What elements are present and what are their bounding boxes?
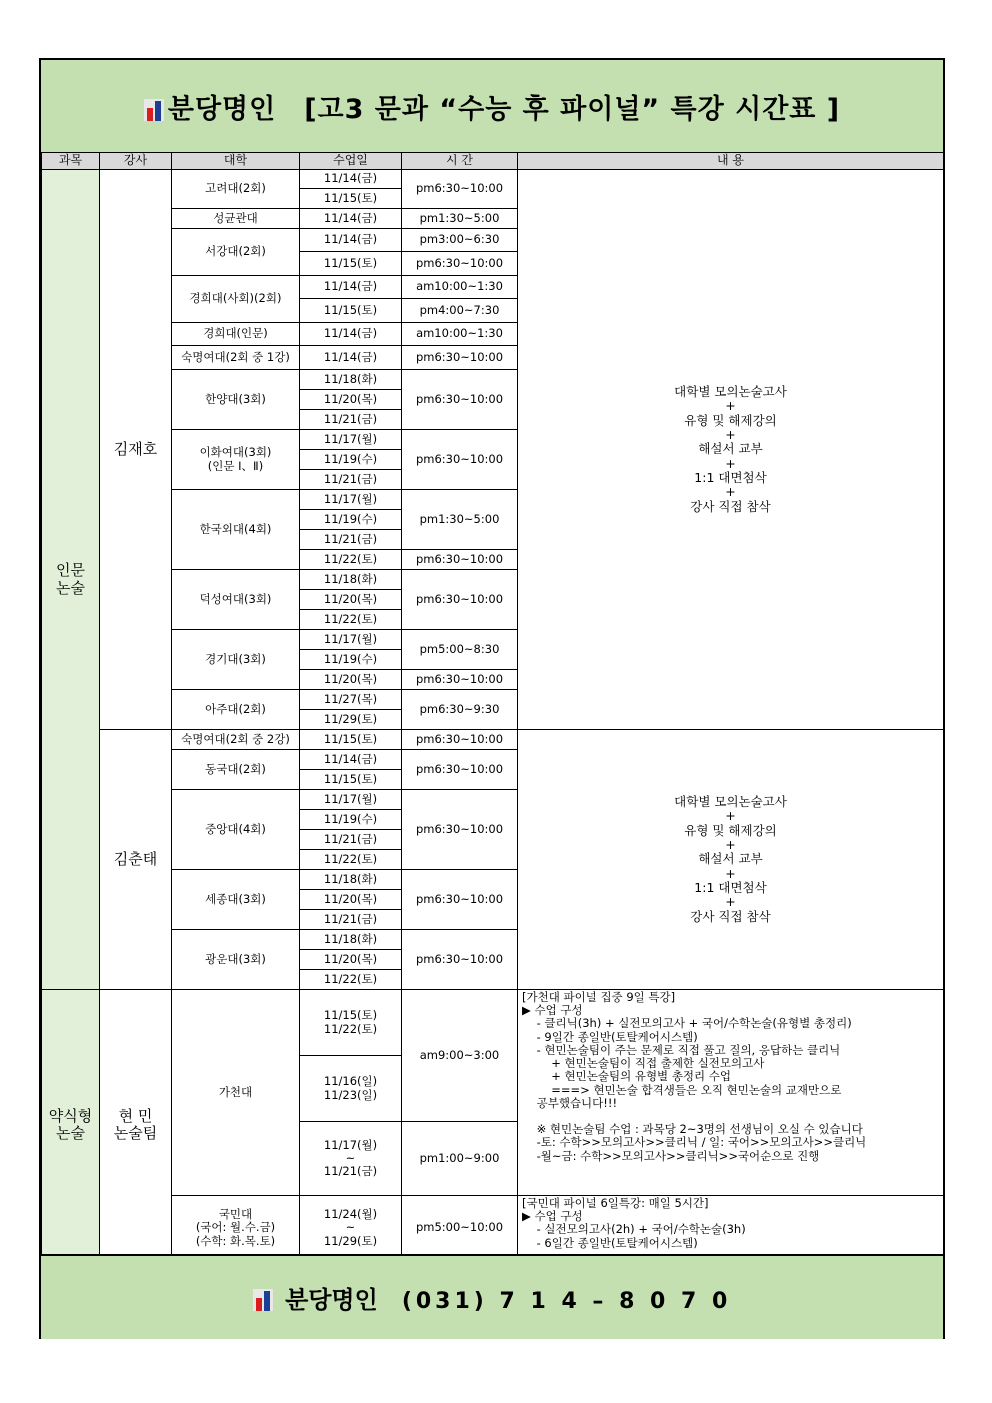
date-cell-text: 11/21(금) bbox=[323, 831, 378, 846]
date-cell-text: 11/20(목) bbox=[323, 891, 378, 906]
date-cell-text: 11/17(월) bbox=[323, 431, 378, 446]
date-cell-text: 11/14(금) bbox=[323, 326, 378, 341]
university-cell bbox=[172, 370, 300, 430]
university-cell bbox=[172, 930, 300, 990]
date-cell-text: 11/14(금) bbox=[323, 210, 378, 225]
time-cell-text: pm1:00~9:00 bbox=[419, 1150, 500, 1165]
column-header-date-text: 수업일 bbox=[333, 153, 368, 168]
university-cell-text: 경희대(인문) bbox=[203, 326, 268, 341]
date-cell-text: 11/21(금) bbox=[323, 911, 378, 926]
date-cell bbox=[300, 209, 402, 229]
time-cell bbox=[402, 323, 518, 346]
university-cell bbox=[172, 170, 300, 209]
university-cell bbox=[172, 229, 300, 276]
date-cell bbox=[300, 1196, 402, 1261]
date-cell bbox=[300, 590, 402, 610]
date-cell-text: 11/15(토) bbox=[323, 771, 378, 786]
content-cell bbox=[518, 1196, 944, 1261]
date-cell-text: 11/15(토) 11/22(토) bbox=[323, 1008, 378, 1036]
university-cell-text: 이화여대(3회) (인문 Ⅰ、Ⅱ) bbox=[199, 445, 272, 473]
university-cell bbox=[172, 430, 300, 490]
date-cell-text: 11/18(화) bbox=[323, 571, 378, 586]
date-cell bbox=[300, 670, 402, 690]
time-cell-text: pm6:30~10:00 bbox=[415, 451, 504, 466]
time-cell bbox=[402, 670, 518, 690]
date-cell-text: 11/14(금) bbox=[323, 232, 378, 247]
time-cell-text: pm6:30~10:00 bbox=[415, 731, 504, 746]
date-cell bbox=[300, 390, 402, 410]
time-cell bbox=[402, 276, 518, 299]
column-header-university-text: 대학 bbox=[223, 153, 248, 168]
university-cell-text: 성균관대 bbox=[213, 210, 258, 225]
university-cell-text: 광운대(3회) bbox=[205, 951, 266, 966]
content-cell bbox=[518, 170, 944, 730]
time-cell-text: pm1:30~5:00 bbox=[419, 511, 500, 526]
teacher-cell-text: 현 민 논술팀 bbox=[113, 1106, 158, 1142]
date-cell bbox=[300, 170, 402, 189]
date-cell bbox=[300, 570, 402, 590]
time-cell-text: pm1:30~5:00 bbox=[419, 210, 500, 225]
time-cell bbox=[402, 930, 518, 990]
time-cell-text: pm6:30~9:30 bbox=[419, 701, 500, 716]
footer-contact bbox=[253, 1280, 732, 1315]
university-cell bbox=[172, 570, 300, 630]
table-row bbox=[42, 1196, 944, 1261]
time-cell bbox=[402, 790, 518, 870]
date-cell bbox=[300, 370, 402, 390]
date-cell bbox=[300, 410, 402, 430]
content-cell bbox=[518, 990, 944, 1196]
date-cell-text: 11/14(금) bbox=[323, 349, 378, 364]
content-cell-text: 대학별 모의논술고사 + 유형 및 해제강의 + 해설서 교부 + 1:1 대면첨삭 + 강사 직접 참삭 bbox=[674, 383, 787, 514]
university-cell bbox=[172, 630, 300, 690]
teacher-cell-text: 김춘태 bbox=[113, 849, 158, 868]
title-text: [고3 문과 “수능 후 파이널” 특강 시간표 ] bbox=[304, 93, 841, 125]
teacher-cell-text: 김재호 bbox=[113, 439, 158, 458]
subject-cell bbox=[42, 990, 100, 1261]
university-cell-text: 한국외대(4회) bbox=[199, 521, 272, 536]
date-cell-text: 11/22(토) bbox=[323, 551, 378, 566]
date-cell-text: 11/24(월) ~ 11/29(토) bbox=[323, 1207, 378, 1248]
date-cell-text: 11/21(금) bbox=[323, 411, 378, 426]
time-cell-text: pm6:30~10:00 bbox=[415, 821, 504, 836]
time-cell bbox=[402, 229, 518, 252]
time-cell-text: am10:00~1:30 bbox=[416, 326, 503, 341]
page-title bbox=[144, 87, 840, 126]
column-header-time bbox=[402, 153, 518, 170]
date-cell bbox=[300, 970, 402, 990]
university-cell bbox=[172, 690, 300, 730]
university-cell-text: 경희대(사회)(2회) bbox=[189, 291, 282, 306]
date-cell-text: 11/20(목) bbox=[323, 391, 378, 406]
date-cell-text: 11/20(목) bbox=[323, 591, 378, 606]
university-cell-text: 국민대 (국어: 월.수.금) (수학: 화.목.토) bbox=[195, 1207, 276, 1248]
subject-cell-text: 인문 논술 bbox=[56, 561, 85, 597]
column-header-time-text: 시 간 bbox=[446, 153, 473, 168]
date-cell-text: 11/20(목) bbox=[323, 671, 378, 686]
academy-logo-icon bbox=[144, 99, 164, 121]
date-cell-text: 11/17(월) ~ 11/21(금) bbox=[323, 1137, 378, 1179]
time-cell bbox=[402, 346, 518, 370]
time-cell-text: pm6:30~10:00 bbox=[415, 761, 504, 776]
date-cell-text: 11/29(토) bbox=[323, 711, 378, 726]
date-cell-text: 11/18(화) bbox=[323, 871, 378, 886]
date-cell-text: 11/22(토) bbox=[323, 851, 378, 866]
date-cell bbox=[300, 850, 402, 870]
date-cell bbox=[300, 510, 402, 530]
time-cell bbox=[402, 690, 518, 730]
phone-number: (031) 7 1 4 – 8 0 7 0 bbox=[401, 1289, 732, 1314]
date-cell-text: 11/17(월) bbox=[323, 791, 378, 806]
date-cell bbox=[300, 930, 402, 950]
time-cell-text: pm6:30~10:00 bbox=[415, 255, 504, 270]
date-cell-text: 11/15(토) bbox=[323, 731, 378, 746]
date-cell bbox=[300, 450, 402, 470]
time-cell bbox=[402, 1196, 518, 1261]
university-cell bbox=[172, 990, 300, 1196]
university-cell bbox=[172, 790, 300, 870]
university-cell-text: 숙명여대(2회 중 2강) bbox=[181, 731, 290, 746]
time-cell-text: pm4:00~7:30 bbox=[419, 302, 500, 317]
university-cell bbox=[172, 750, 300, 790]
timetable-frame bbox=[39, 58, 945, 1339]
teacher-cell bbox=[100, 730, 172, 990]
university-cell-text: 동국대(2회) bbox=[205, 761, 266, 776]
date-cell bbox=[300, 770, 402, 790]
date-cell-text: 11/15(토) bbox=[323, 255, 378, 270]
column-header-content-text: 내 용 bbox=[717, 153, 744, 168]
time-cell-text: pm6:30~10:00 bbox=[415, 591, 504, 606]
time-cell bbox=[402, 209, 518, 229]
table-row bbox=[42, 990, 944, 1056]
table-row bbox=[42, 730, 944, 750]
university-cell bbox=[172, 276, 300, 323]
date-cell bbox=[300, 810, 402, 830]
date-cell bbox=[300, 890, 402, 910]
table-row bbox=[42, 170, 944, 189]
content-cell bbox=[518, 730, 944, 990]
date-cell bbox=[300, 1122, 402, 1196]
academy-logo-icon bbox=[253, 1289, 273, 1311]
time-cell bbox=[402, 730, 518, 750]
time-cell-text: pm6:30~10:00 bbox=[415, 951, 504, 966]
column-header-row bbox=[42, 153, 944, 170]
time-cell bbox=[402, 630, 518, 670]
date-cell bbox=[300, 430, 402, 450]
university-cell-text: 고려대(2회) bbox=[205, 181, 266, 196]
date-cell bbox=[300, 710, 402, 730]
university-cell bbox=[172, 730, 300, 750]
university-cell-text: 한양대(3회) bbox=[205, 391, 266, 406]
time-cell bbox=[402, 370, 518, 430]
time-cell-text: pm6:30~10:00 bbox=[415, 671, 504, 686]
date-cell bbox=[300, 750, 402, 770]
university-cell-text: 덕성여대(3회) bbox=[199, 591, 272, 606]
date-cell bbox=[300, 490, 402, 510]
date-cell-text: 11/27(목) bbox=[323, 691, 378, 706]
date-cell-text: 11/18(화) bbox=[323, 931, 378, 946]
column-header-date bbox=[300, 153, 402, 170]
time-cell-text: pm6:30~10:00 bbox=[415, 349, 504, 364]
schedule-table bbox=[41, 152, 944, 1261]
date-cell-text: 11/19(수) bbox=[323, 451, 378, 466]
footer-banner bbox=[41, 1254, 943, 1339]
date-cell-text: 11/17(월) bbox=[323, 491, 378, 506]
university-cell-text: 세종대(3회) bbox=[205, 891, 266, 906]
time-cell bbox=[402, 252, 518, 276]
teacher-cell bbox=[100, 990, 172, 1261]
time-cell bbox=[402, 550, 518, 570]
date-cell bbox=[300, 252, 402, 276]
date-cell bbox=[300, 990, 402, 1056]
time-cell bbox=[402, 299, 518, 323]
date-cell bbox=[300, 730, 402, 750]
university-cell bbox=[172, 870, 300, 930]
date-cell-text: 11/17(월) bbox=[323, 631, 378, 646]
column-header-content bbox=[518, 153, 944, 170]
university-cell bbox=[172, 490, 300, 570]
date-cell bbox=[300, 323, 402, 346]
date-cell-text: 11/20(목) bbox=[323, 951, 378, 966]
date-cell bbox=[300, 276, 402, 299]
university-cell bbox=[172, 346, 300, 370]
title-banner bbox=[41, 60, 943, 154]
university-cell-text: 숙명여대(2회 중 1강) bbox=[181, 349, 290, 364]
university-cell-text: 아주대(2회) bbox=[205, 701, 266, 716]
time-cell-text: pm5:00~8:30 bbox=[419, 641, 500, 656]
time-cell-text: am10:00~1:30 bbox=[416, 279, 503, 294]
date-cell bbox=[300, 870, 402, 890]
date-cell-text: 11/15(토) bbox=[323, 190, 378, 205]
university-cell bbox=[172, 1196, 300, 1261]
time-cell bbox=[402, 430, 518, 490]
date-cell-text: 11/19(수) bbox=[323, 651, 378, 666]
date-cell bbox=[300, 650, 402, 670]
date-cell-text: 11/18(화) bbox=[323, 371, 378, 386]
university-cell-text: 가천대 bbox=[218, 1084, 253, 1099]
date-cell-text: 11/15(토) bbox=[323, 302, 378, 317]
date-cell bbox=[300, 530, 402, 550]
time-cell bbox=[402, 1122, 518, 1196]
content-cell-text: [국민대 파이널 6일특강: 매일 5시간] ▶ 수업 구성 - 실전모의고사(2h) + 국어/수학논술(3h) - 6일간 종일반(토탈케어시스템) bbox=[522, 1196, 746, 1250]
footer-brand: 분당명인 bbox=[285, 1286, 378, 1314]
date-cell-text: 11/19(수) bbox=[323, 511, 378, 526]
date-cell-text: 11/14(금) bbox=[323, 171, 378, 186]
column-header-subject bbox=[42, 153, 100, 170]
subject-cell-text: 약식형 논술 bbox=[48, 1106, 93, 1142]
university-cell-text: 중앙대(4회) bbox=[205, 821, 266, 836]
date-cell-text: 11/14(금) bbox=[323, 279, 378, 294]
content-cell-text: [가천대 파이널 집중 9일 특강] ▶ 수업 구성 - 클리닉(3h) + 실전모의고사 + 국어/수학논술(유형별 총정리) - 9일간 종일반(토탈케어시스템) - 현민논술팀이 주는 문제로 직접 풀고 질의, 응답하는 클리닉 + 현민논술팀이 직접 출제한 실전모의고사 + 현민논술팀의 유형별 총정리 수업 ===> 현민논술 합격생들은 오직 현민논술의 교재만으로 공부했습니다!!! ※ 현민논술팀 수업 : 과목당 2~3명의 선생님이 오실 수 있습니다 -토: 수학>>모의고사>>클리닉 / 일: 국어>>모의고사>>클리닉 -월~금: 수학>>모의고사>>클리닉>>국어순으로 진행 bbox=[522, 990, 867, 1163]
date-cell-text: 11/22(토) bbox=[323, 611, 378, 626]
date-cell-text: 11/21(금) bbox=[323, 471, 378, 486]
date-cell bbox=[300, 910, 402, 930]
time-cell-text: pm3:00~6:30 bbox=[419, 232, 500, 247]
date-cell bbox=[300, 950, 402, 970]
date-cell-text: 11/16(일) 11/23(일) bbox=[323, 1074, 378, 1102]
date-cell bbox=[300, 189, 402, 209]
date-cell bbox=[300, 470, 402, 490]
date-cell-text: 11/22(토) bbox=[323, 971, 378, 986]
date-cell bbox=[300, 630, 402, 650]
time-cell-text: pm6:30~10:00 bbox=[415, 181, 504, 196]
date-cell bbox=[300, 229, 402, 252]
time-cell-text: pm6:30~10:00 bbox=[415, 891, 504, 906]
date-cell bbox=[300, 690, 402, 710]
time-cell bbox=[402, 870, 518, 930]
date-cell bbox=[300, 830, 402, 850]
time-cell bbox=[402, 490, 518, 550]
column-header-university bbox=[172, 153, 300, 170]
date-cell bbox=[300, 1056, 402, 1122]
column-header-teacher bbox=[100, 153, 172, 170]
time-cell-text: pm6:30~10:00 bbox=[415, 391, 504, 406]
time-cell bbox=[402, 750, 518, 790]
time-cell-text: pm5:00~10:00 bbox=[415, 1220, 504, 1235]
brand-name: 분당명인 bbox=[167, 93, 277, 125]
time-cell bbox=[402, 990, 518, 1122]
content-cell-text: 대학별 모의논술고사 + 유형 및 해제강의 + 해설서 교부 + 1:1 대면첨삭 + 강사 직접 참삭 bbox=[674, 793, 787, 924]
university-cell bbox=[172, 323, 300, 346]
column-header-teacher-text: 강사 bbox=[123, 153, 148, 168]
teacher-cell bbox=[100, 170, 172, 730]
date-cell bbox=[300, 550, 402, 570]
university-cell bbox=[172, 209, 300, 229]
date-cell bbox=[300, 790, 402, 810]
subject-cell bbox=[42, 170, 100, 990]
time-cell-text: am9:00~3:00 bbox=[419, 1047, 500, 1062]
date-cell bbox=[300, 610, 402, 630]
university-cell-text: 경기대(3회) bbox=[205, 651, 266, 666]
date-cell-text: 11/14(금) bbox=[323, 751, 378, 766]
time-cell bbox=[402, 170, 518, 209]
date-cell bbox=[300, 346, 402, 370]
date-cell bbox=[300, 299, 402, 323]
date-cell-text: 11/19(수) bbox=[323, 811, 378, 826]
date-cell-text: 11/21(금) bbox=[323, 531, 378, 546]
column-header-subject-text: 과목 bbox=[58, 153, 83, 168]
university-cell-text: 서강대(2회) bbox=[205, 244, 266, 259]
time-cell bbox=[402, 570, 518, 630]
time-cell-text: pm6:30~10:00 bbox=[415, 551, 504, 566]
